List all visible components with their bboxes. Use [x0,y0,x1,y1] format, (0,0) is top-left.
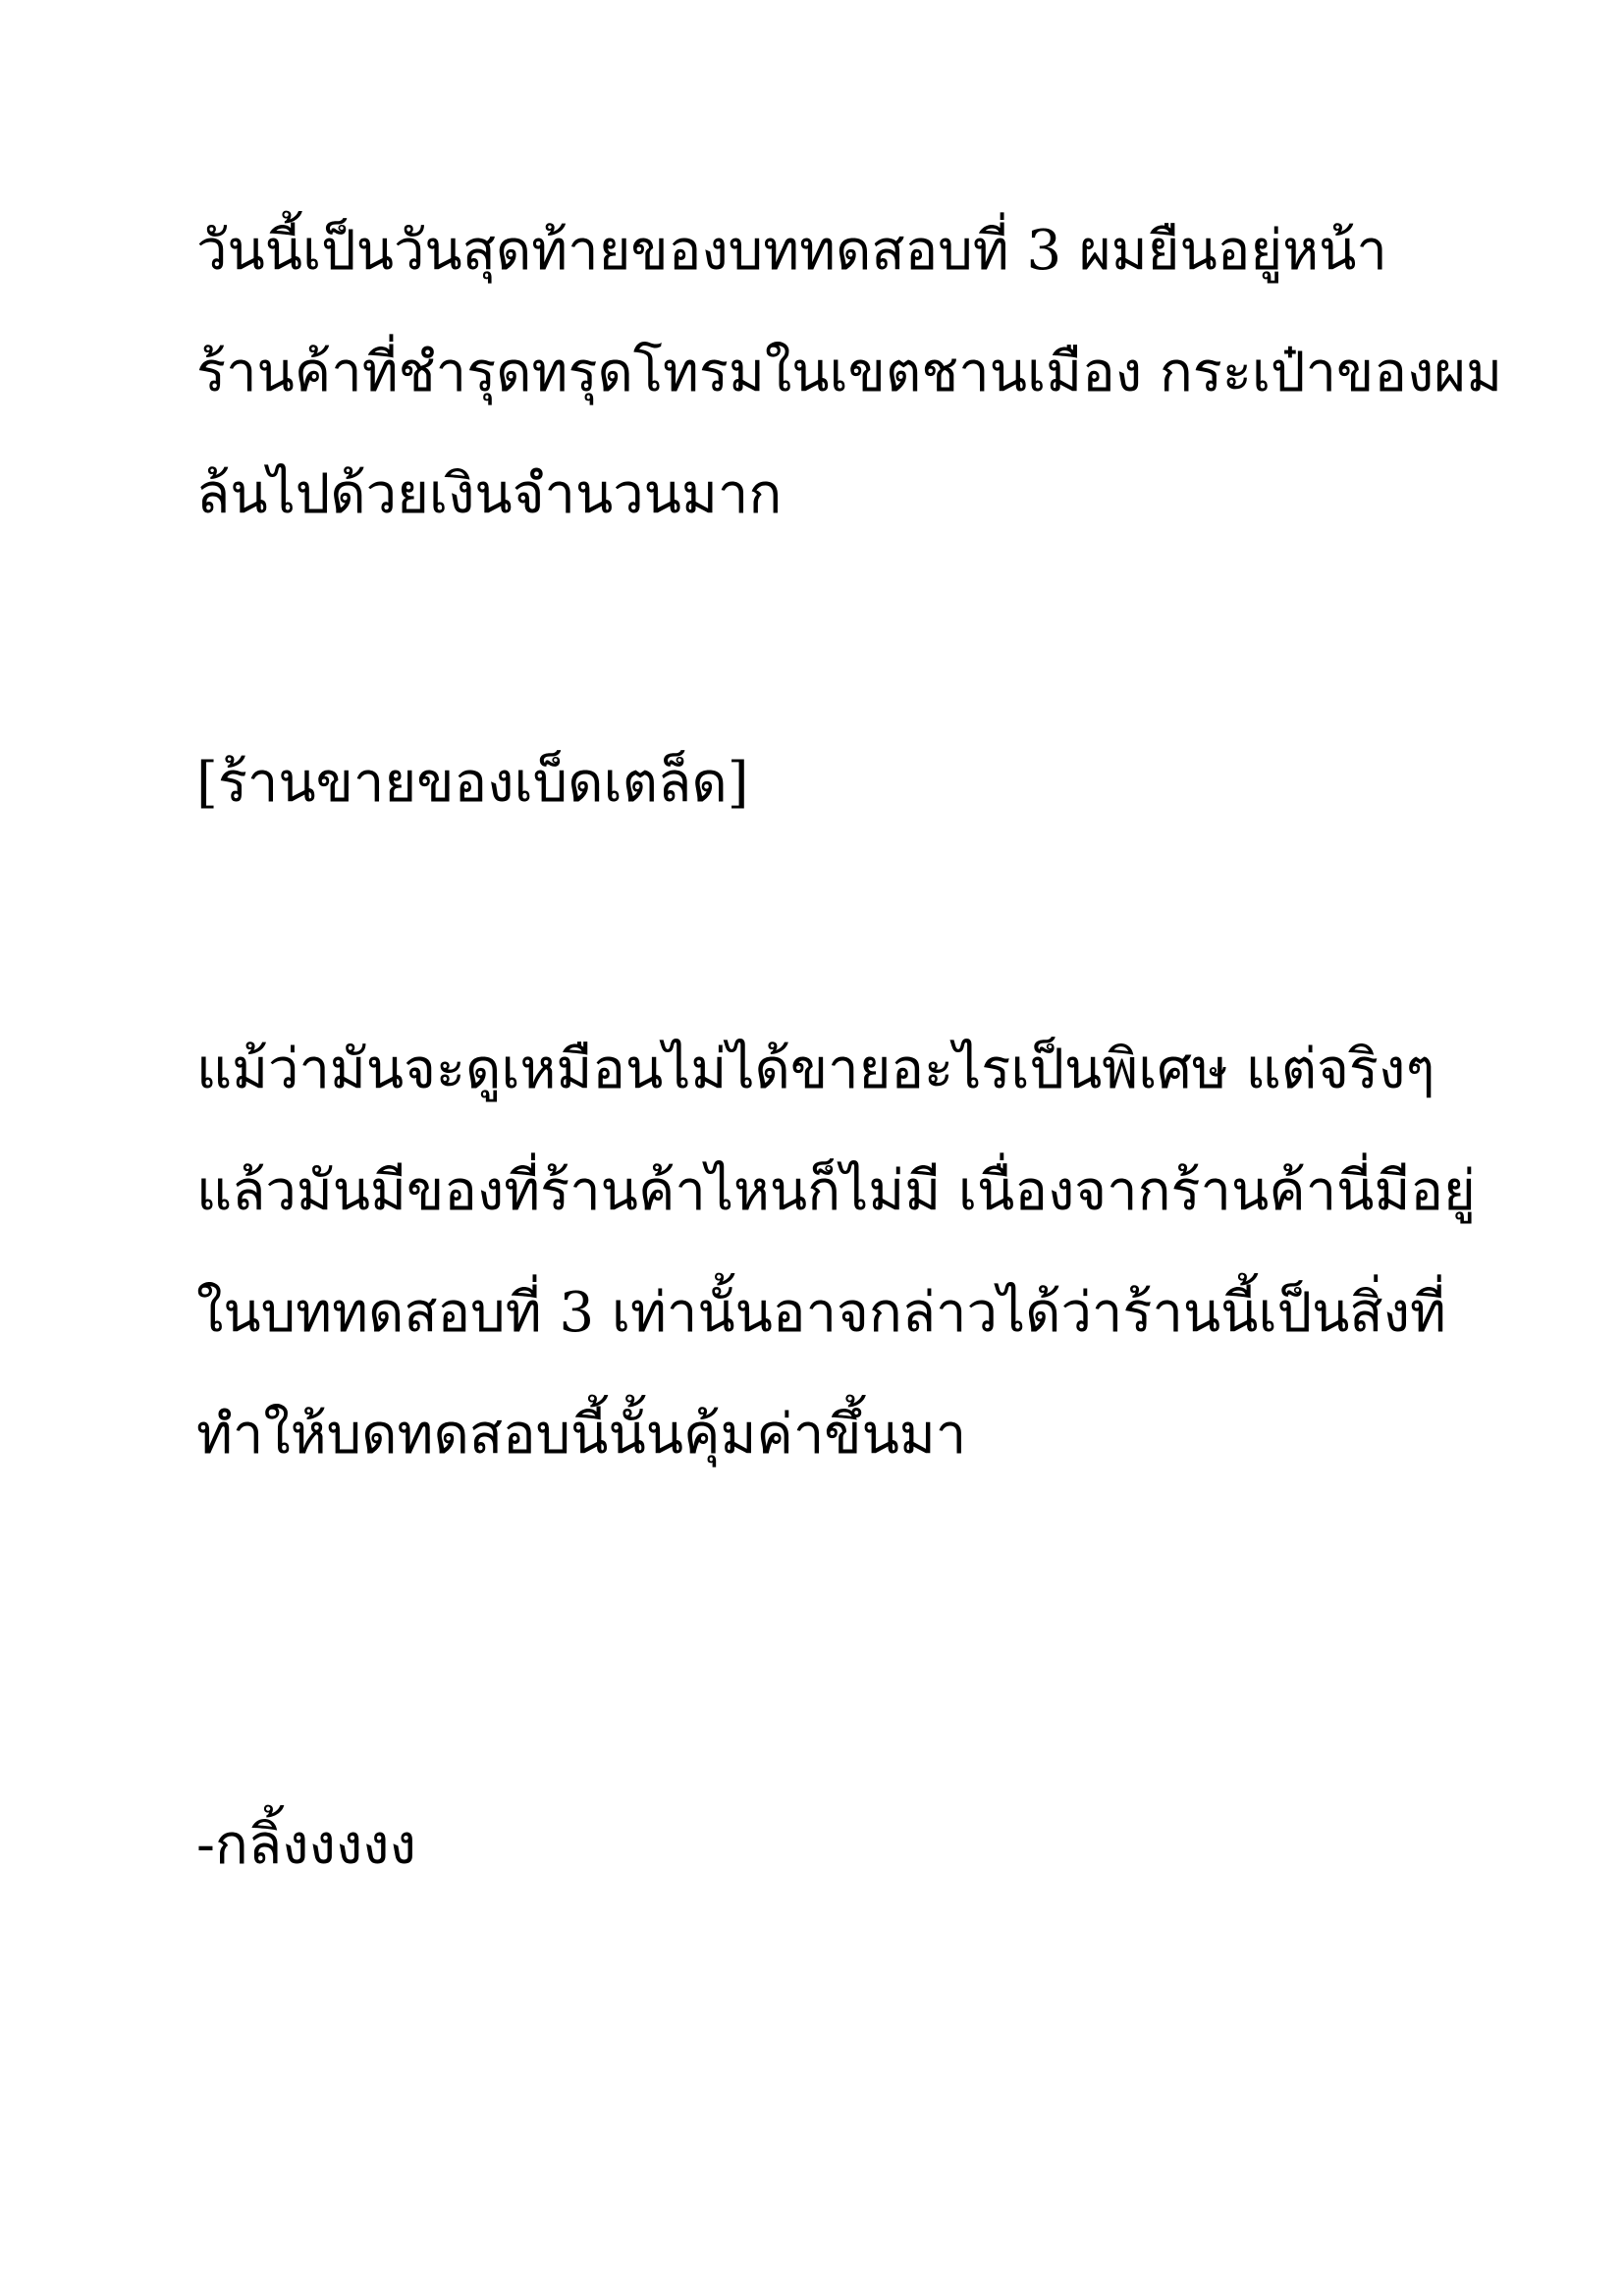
sound-effect-text: -กลิ้งงงงง [196,1813,416,1877]
paragraph-2-line-2: แล้วมันมีของที่ร้านค้าไหนก็ไม่มี เนื่องจากร้านค้านี่มีอยู่ [196,1159,1476,1223]
paragraph-1-line-2: ร้านค้าที่ชำรุดทรุดโทรมในเขตชานเมือง กระเป๋าของผม [196,341,1503,404]
paragraph-2-line-4: ทำให้บดทดสอบนี้นั้นคุ้มค่าขึ้นมา [196,1403,967,1467]
paragraph-2-line-3: ในบททดสอบที่ 3 เท่านั้นอาจกล่าวได้ว่าร้านนี้เป็นสิ่งที่ [196,1281,1446,1345]
shop-name-heading: [ร้านขายของเบ็ดเตล็ด] [196,751,749,815]
paragraph-1-line-1: วันนี้เป็นวันสุดท้ายของบททดสอบที่ 3 ผมยืนอยู่หน้า [196,219,1387,283]
paragraph-2-line-1: แม้ว่ามันจะดูเหมือนไม่ได้ขายอะไรเป็นพิเศษ แต่จริงๆ [196,1038,1435,1101]
paragraph-1-line-3: ล้นไปด้วยเงินจำนวนมาก [196,462,783,526]
